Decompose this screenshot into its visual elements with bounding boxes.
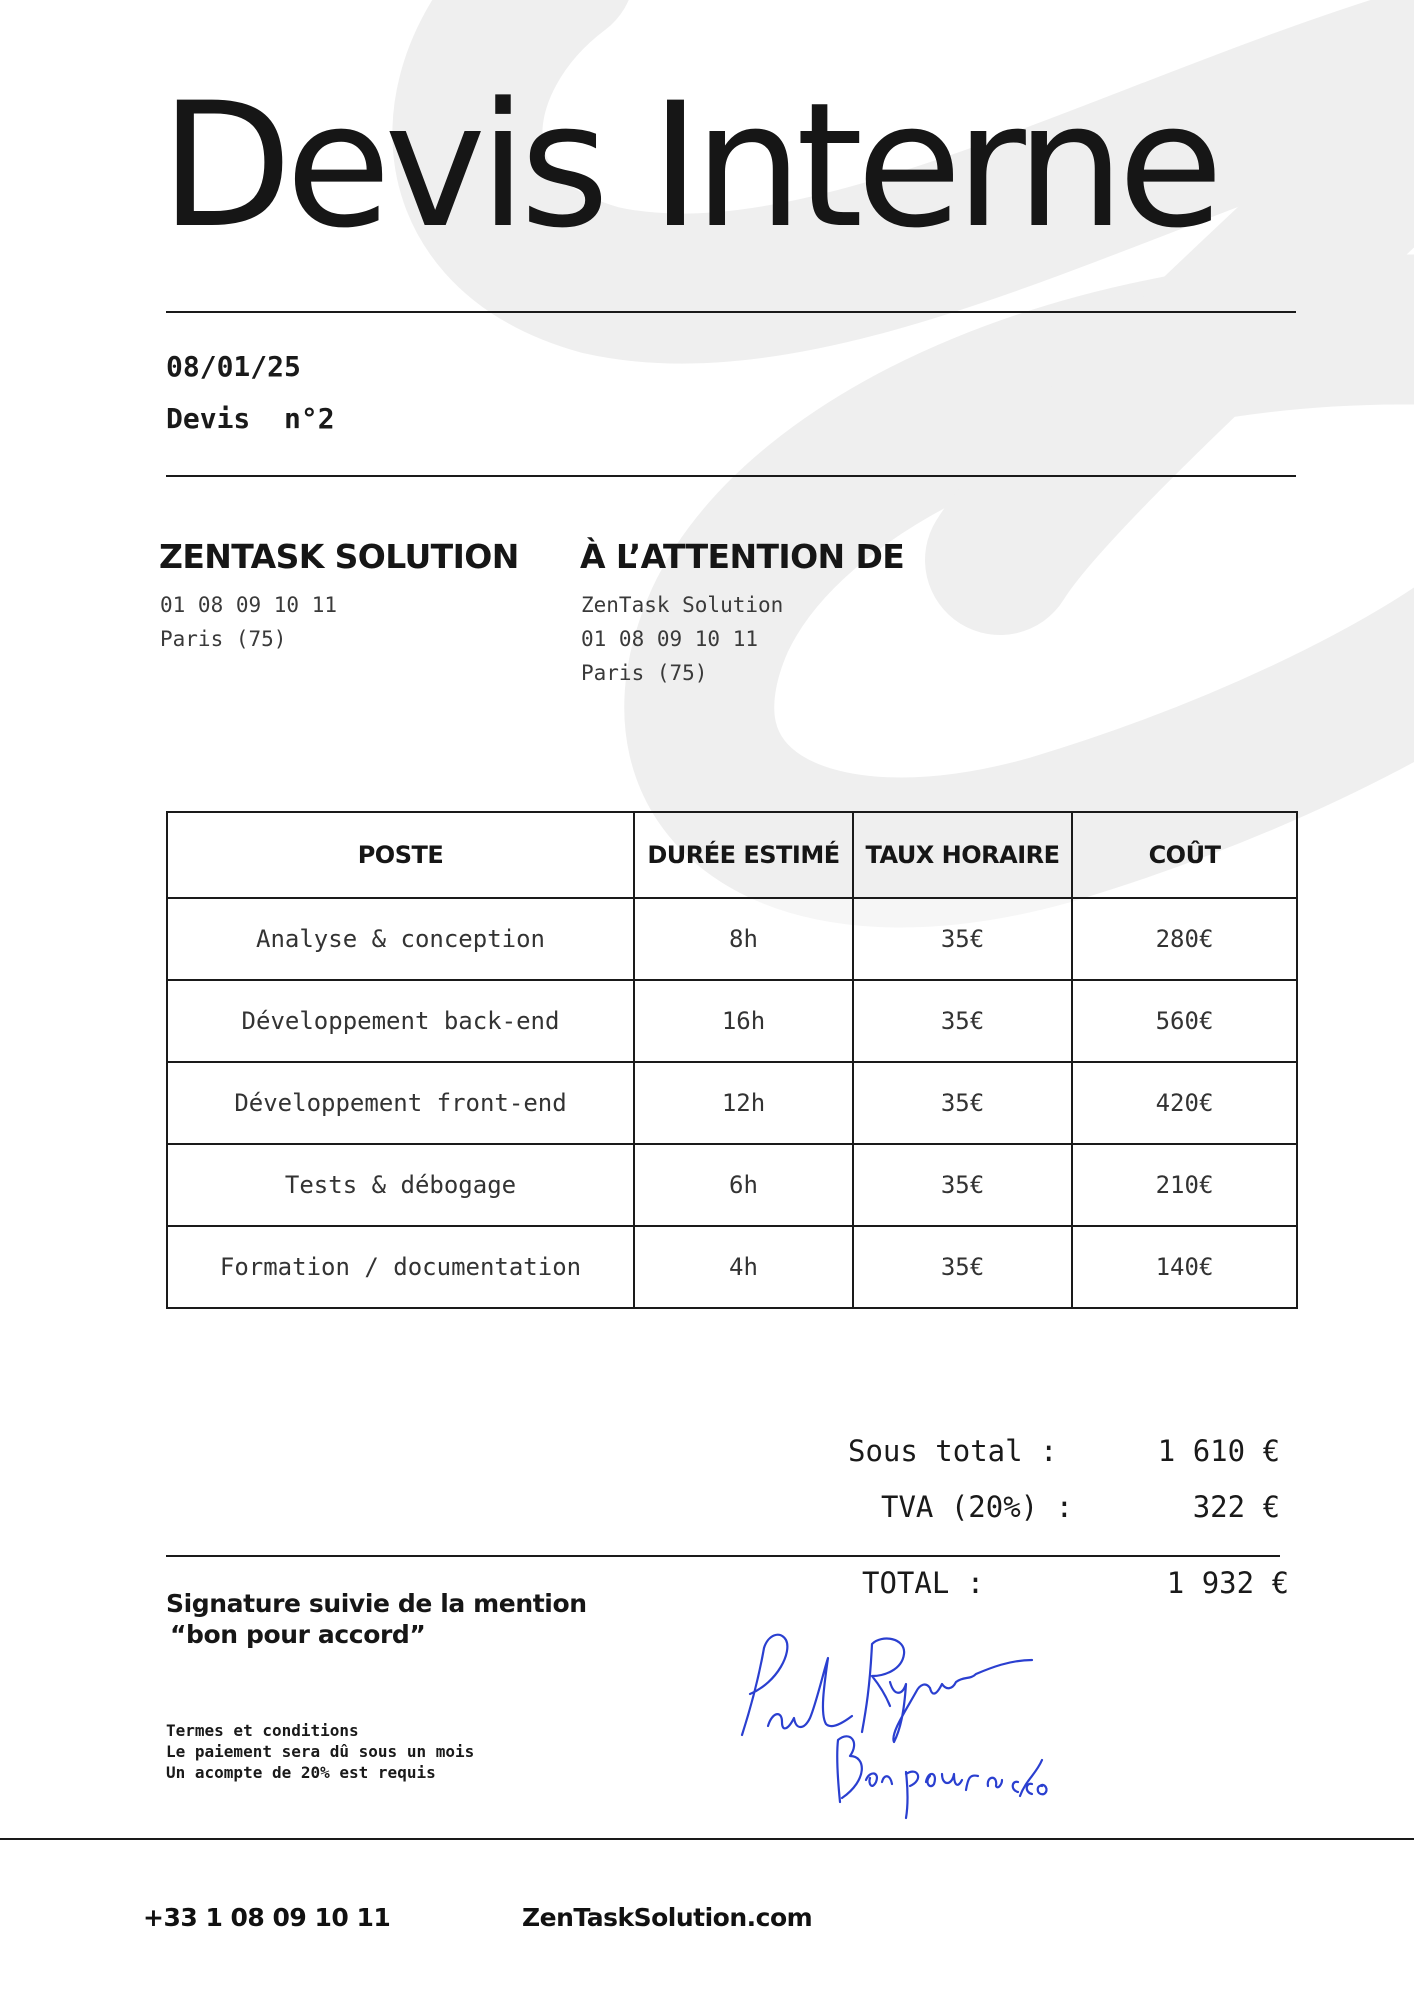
recipient-block <box>580 537 904 690</box>
cell-taux: 35€ <box>853 980 1072 1062</box>
table-row <box>167 1144 1297 1226</box>
signature-heading <box>166 1588 646 1650</box>
cell-taux: 35€ <box>853 898 1072 980</box>
table-row <box>167 898 1297 980</box>
signature-heading-line2: “bon pour accord” <box>170 1620 426 1649</box>
divider-totals <box>166 1555 1280 1557</box>
cell-poste: Développement front-end <box>167 1062 634 1144</box>
sender-city: Paris (75) <box>160 627 287 651</box>
table-row <box>167 980 1297 1062</box>
total-value: 1 932 € <box>1166 1566 1289 1600</box>
sender-block <box>159 537 519 656</box>
column-header-taux: TAUX HORAIRE <box>853 812 1072 898</box>
cell-duree: 6h <box>634 1144 853 1226</box>
cell-cout: 560€ <box>1072 980 1297 1062</box>
terms-line: Un acompte de 20% est requis <box>166 1763 436 1782</box>
quote-date: 08/01/25 <box>166 350 301 383</box>
quote-items-table <box>166 811 1298 1309</box>
table-header-row <box>167 812 1297 898</box>
total-label: TOTAL : <box>862 1566 985 1600</box>
recipient-title: À L’ATTENTION DE <box>580 537 905 576</box>
table-row <box>167 1062 1297 1144</box>
sender-name: ZENTASK SOLUTION <box>159 537 519 576</box>
recipient-phone: 01 08 09 10 11 <box>581 627 759 651</box>
column-header-cout: COÛT <box>1072 812 1297 898</box>
quote-number: Devis n°2 <box>166 402 335 435</box>
cell-taux: 35€ <box>853 1062 1072 1144</box>
cell-poste: Formation / documentation <box>167 1226 634 1308</box>
cell-cout: 420€ <box>1072 1062 1297 1144</box>
recipient-company: ZenTask Solution <box>581 593 784 617</box>
vat-label: TVA (20%) : <box>881 1490 1074 1524</box>
table-row <box>167 1226 1297 1308</box>
handwritten-signature <box>720 1630 1050 1820</box>
footer-website-link[interactable]: ZenTaskSolution.com <box>522 1903 813 1932</box>
vat-value: 322 € <box>1192 1490 1280 1524</box>
signature-heading-line1: Signature suivie de la mention <box>166 1589 587 1618</box>
subtotal-value: 1 610 € <box>1157 1434 1280 1468</box>
cell-cout: 140€ <box>1072 1226 1297 1308</box>
column-header-poste: POSTE <box>167 812 634 898</box>
footer-phone: +33 1 08 09 10 11 <box>143 1903 391 1932</box>
divider-info <box>166 475 1296 477</box>
cell-taux: 35€ <box>853 1144 1072 1226</box>
cell-cout: 210€ <box>1072 1144 1297 1226</box>
terms-line: Le paiement sera dû sous un mois <box>166 1742 475 1761</box>
subtotal-label: Sous total : <box>848 1434 1058 1468</box>
cell-cout: 280€ <box>1072 898 1297 980</box>
cell-poste: Tests & débogage <box>167 1144 634 1226</box>
cell-duree: 8h <box>634 898 853 980</box>
document-title: Devis Interne <box>160 65 1217 266</box>
cell-duree: 16h <box>634 980 853 1062</box>
cell-taux: 35€ <box>853 1226 1072 1308</box>
cell-duree: 4h <box>634 1226 853 1308</box>
recipient-city: Paris (75) <box>581 661 708 685</box>
cell-poste: Analyse & conception <box>167 898 634 980</box>
divider-footer <box>0 1838 1414 1840</box>
column-header-duree: DURÉE ESTIMÉ <box>634 812 853 898</box>
sender-phone: 01 08 09 10 11 <box>160 593 338 617</box>
terms-title: Termes et conditions <box>166 1721 359 1740</box>
terms-and-conditions <box>166 1720 474 1783</box>
cell-duree: 12h <box>634 1062 853 1144</box>
divider-top <box>166 311 1296 313</box>
cell-poste: Développement back-end <box>167 980 634 1062</box>
